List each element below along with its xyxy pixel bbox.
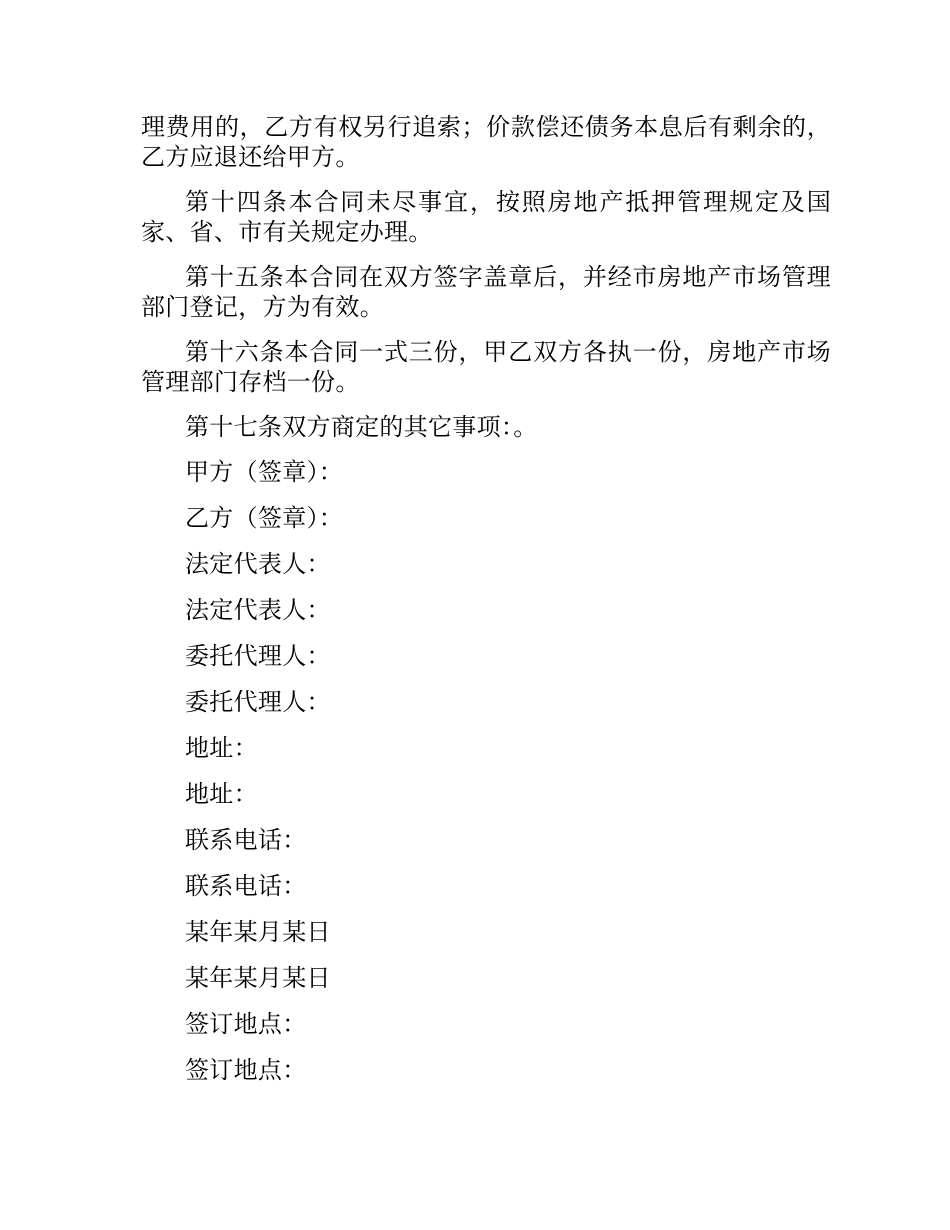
address-b: 地址： <box>185 780 258 808</box>
paragraph-article-14: 第十四条本合同未尽事宜，按照房地产抵押管理规定及国家、省、市有关规定办理。 <box>141 188 831 246</box>
signing-place-b: 签订地点： <box>185 1056 307 1084</box>
phone-b: 联系电话： <box>185 872 307 900</box>
authorized-agent-a: 委托代理人： <box>185 642 331 670</box>
paragraph-article-15: 第十五条本合同在双方签字盖章后，并经市房地产市场管理部门登记，方为有效。 <box>141 263 831 321</box>
date-a: 某年某月某日 <box>185 918 331 946</box>
date-b: 某年某月某日 <box>185 964 331 992</box>
address-a: 地址： <box>185 734 258 762</box>
signature-party-a: 甲方（签章）： <box>185 458 344 486</box>
legal-representative-a: 法定代表人： <box>185 550 331 578</box>
signature-party-b: 乙方（签章）： <box>185 504 344 532</box>
authorized-agent-b: 委托代理人： <box>185 688 331 716</box>
paragraph-continuation: 理费用的，乙方有权另行追索；价款偿还债务本息后有剩余的，乙方应退还给甲方。 <box>141 113 831 171</box>
paragraph-article-16: 第十六条本合同一式三份，甲乙双方各执一份，房地产市场管理部门存档一份。 <box>141 338 831 396</box>
phone-a: 联系电话： <box>185 826 307 854</box>
document-body <box>141 112 831 1101</box>
signing-place-a: 签订地点： <box>185 1010 307 1038</box>
legal-representative-b: 法定代表人： <box>185 596 331 624</box>
paragraph-article-17: 第十七条双方商定的其它事项：。 <box>185 413 538 441</box>
